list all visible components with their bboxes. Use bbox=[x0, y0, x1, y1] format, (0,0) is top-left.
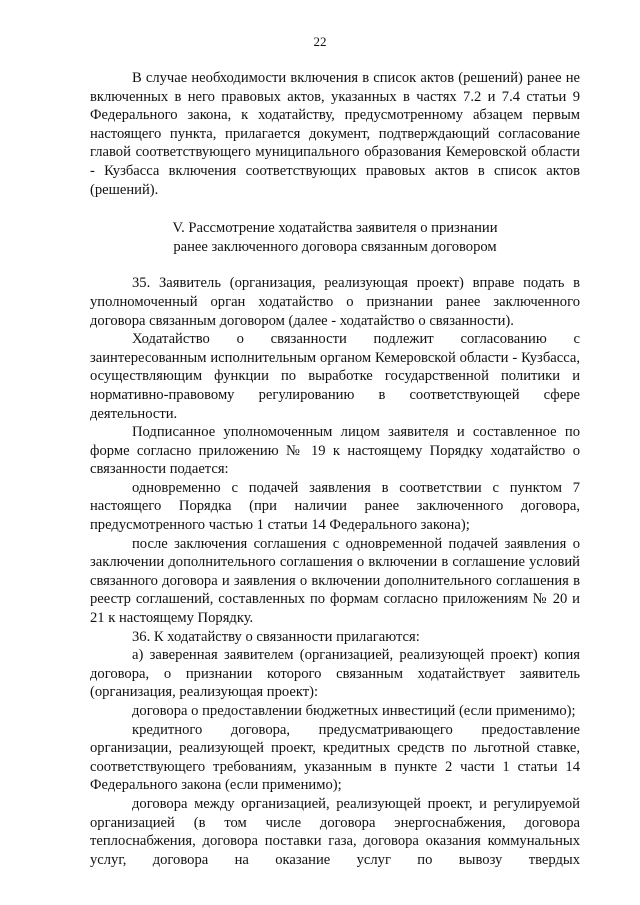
page-number: 22 bbox=[313, 34, 327, 49]
document-body bbox=[90, 69, 580, 869]
paragraph: кредитного договора, предусматривающего предоставление организации, реализующей проект, кредитных средств по льготной ставке, соответствующего требованиям, указанным в пункте 2 части 1 статьи 14 Федерального закона (если применимо); bbox=[90, 721, 580, 794]
section-heading-line: ранее заключенного договора связанным договором bbox=[173, 238, 497, 255]
paragraph: 35. Заявитель (организация, реализующая проект) вправе подать в уполномоченный орган ходатайство о признании ранее заключенного договора связанным договором (далее - ходатайство о связанности). bbox=[90, 275, 580, 329]
paragraph: одновременно с подачей заявления в соответствии с пунктом 7 настоящего Порядка (при наличии ранее заключенного договора, предусмотренного частью 1 статьи 14 Федерального закона); bbox=[90, 479, 580, 534]
paragraph-continued: договора между организацией, реализующей проект, и регулируемой организацией (в том числе договора энергоснабжения, договора теплоснабжения, договора поставки газа, договора оказания коммунальных услуг, договора на оказание услуг по вывозу твердых bbox=[90, 795, 580, 868]
paragraph: договора о предоставлении бюджетных инвестиций (если применимо); bbox=[132, 703, 576, 719]
paragraph: В случае необходимости включения в список актов (решений) ранее не включенных в него правовых актов, указанных в частях 7.2 и 7.4 статьи 9 Федерального закона, к ходатайству, предусмотренному абзацем первым настоящего пункта, прилагается документ, подтверждающий согласование главой соответствующего муниципального образования Кемеровской области - Кузбасса включения соответствующих правовых актов в список актов (решений). bbox=[90, 70, 580, 198]
paragraph: Ходатайство о связанности подлежит согласованию с заинтересованным исполнительным органом Кемеровской области - Кузбасса, осуществляющим функции по выработке государственной политики и нормативно-правовому регулированию в соответствующей сфере деятельности. bbox=[90, 331, 580, 422]
paragraph: 36. К ходатайству о связанности прилагаются: bbox=[132, 628, 420, 645]
paragraph: Подписанное уполномоченным лицом заявителя и составленное по форме согласно приложению № 19 к настоящему Порядку ходатайство о связанности подается: bbox=[90, 424, 580, 478]
section-heading bbox=[90, 219, 580, 256]
paragraph: после заключения соглашения с одновременной подачей заявления о заключении дополнительного соглашения о включении в соглашение условий связанного договора и заявления о включении дополнительного соглашения в реестр соглашений, составленных по формам согласно приложениям № 20 и 21 к настоящему Порядку. bbox=[90, 535, 580, 627]
paragraph: а) заверенная заявителем (организацией, реализующей проект) копия договора, о признании которого связанным ходатайствует заявитель (организация, реализующая проект): bbox=[90, 647, 580, 701]
section-heading-line: V. Рассмотрение ходатайства заявителя о признании bbox=[172, 220, 498, 237]
